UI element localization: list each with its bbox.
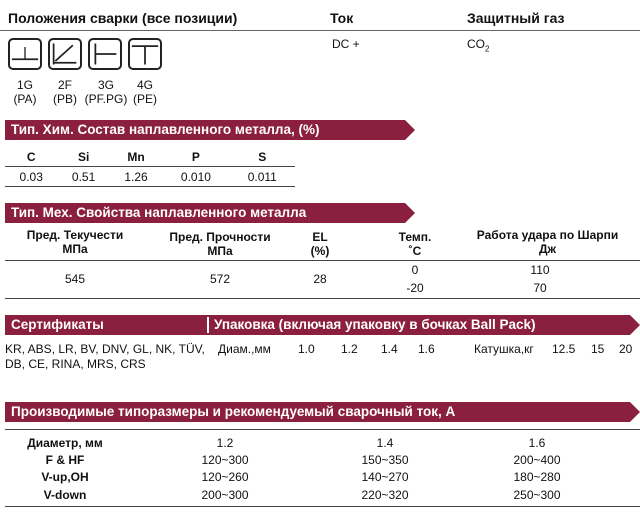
pack-spool-value: 15 <box>591 342 605 356</box>
pack-diam-value: 1.6 <box>418 342 435 356</box>
sizes-row-label: V-up,OH <box>41 470 89 484</box>
mech-section-title: Тип. Мех. Свойства наплавленного металла <box>5 203 405 223</box>
band-arrow <box>630 315 640 335</box>
sizes-cell: 180~280 <box>513 470 561 484</box>
mech-header-divider <box>5 260 640 261</box>
pack-diam-value: 1.2 <box>341 342 358 356</box>
chem-value-si: 0.51 <box>57 167 109 187</box>
mech-impact-value: 110 <box>530 263 550 277</box>
sizes-cell: 1.2 <box>216 436 234 450</box>
cert-list: KR, ABS, LR, BV, DNV, GL, NK, TÜV, DB, CE, RINA, MRS, CRS <box>5 342 205 371</box>
mech-impact-header: Работа удара по Шарпи Дж <box>476 228 619 256</box>
position-2f-label: 2F (PB) <box>53 78 77 106</box>
mech-tensile-header: Пред. Прочности МПа <box>169 230 271 258</box>
mech-tensile-value: 572 <box>209 272 231 286</box>
mech-yield-header: Пред. Текучести МПа <box>26 228 124 256</box>
mech-impact-value: 70 <box>533 281 547 295</box>
chem-value-s: 0.011 <box>230 167 295 187</box>
sizes-cell: 120~260 <box>201 470 249 484</box>
gas-title: Защитный газ <box>467 10 565 26</box>
position-1g-icon <box>8 38 42 70</box>
chem-header-c: C <box>5 147 57 167</box>
mech-bottom-divider <box>5 298 640 299</box>
pack-diam-label: Диам.,мм <box>218 342 271 356</box>
sizes-row-label: Диаметр, мм <box>27 436 103 450</box>
mech-temp-value: 0 <box>411 263 419 277</box>
chem-section-title: Тип. Хим. Состав наплавленного металла, (%) <box>5 120 405 140</box>
chem-header-s: S <box>230 147 295 167</box>
chem-value-c: 0.03 <box>5 167 57 187</box>
sizes-cell: 200~400 <box>513 453 561 467</box>
position-4g-label: 4G (PE) <box>133 78 157 106</box>
sizes-section-title: Производимые типоразмеры и рекомендуемый сварочный ток, А <box>5 402 630 422</box>
pack-section-title: Упаковка (включая упаковку в бочках Ball Pack) <box>214 317 536 332</box>
sizes-cell: 140~270 <box>361 470 409 484</box>
sizes-cell: 200~300 <box>201 488 249 502</box>
pack-diam-value: 1.0 <box>298 342 315 356</box>
position-3g-label: 3G (PF.PG) <box>84 78 128 106</box>
position-3g-icon <box>88 38 122 70</box>
mech-yield-value: 545 <box>64 272 86 286</box>
chem-value-p: 0.010 <box>162 167 229 187</box>
sizes-cell: 250~300 <box>513 488 561 502</box>
chem-value-mn: 1.26 <box>110 167 162 187</box>
pack-spool-value: 12.5 <box>552 342 576 356</box>
mech-temp-header: Темп. ˚C <box>398 230 432 258</box>
cert-section-title: Сертификаты <box>11 317 104 332</box>
sizes-bottom-divider <box>5 506 640 507</box>
mech-temp-value: -20 <box>406 281 424 295</box>
sizes-top-divider <box>5 429 640 430</box>
positions-title: Положения сварки (все позиции) <box>8 10 238 26</box>
pack-spool-label: Катушка,кг <box>474 342 534 356</box>
pack-spool-value: 20 <box>619 342 633 356</box>
current-value: DC + <box>332 37 360 51</box>
current-title: Ток <box>330 10 354 26</box>
position-2f-icon <box>48 38 82 70</box>
chem-header-mn: Mn <box>110 147 162 167</box>
position-1g-label: 1G (PA) <box>13 78 37 106</box>
sizes-cell: 150~350 <box>361 453 409 467</box>
band-separator <box>207 317 209 333</box>
header-divider <box>0 30 640 31</box>
chem-header-si: Si <box>57 147 109 167</box>
position-4g-icon <box>128 38 162 70</box>
sizes-row-label: F & HF <box>45 453 85 467</box>
chem-header-p: P <box>162 147 229 167</box>
sizes-row-label: V-down <box>43 488 87 502</box>
sizes-cell: 1.4 <box>376 436 394 450</box>
mech-el-header: EL (%) <box>310 230 330 258</box>
gas-value: $CO_2$ <box>467 37 490 54</box>
pack-diam-value: 1.4 <box>381 342 398 356</box>
sizes-cell: 1.6 <box>528 436 546 450</box>
sizes-cell: 120~300 <box>201 453 249 467</box>
chem-table <box>5 147 295 187</box>
mech-el-value: 28 <box>313 272 327 286</box>
sizes-cell: 220~320 <box>361 488 409 502</box>
